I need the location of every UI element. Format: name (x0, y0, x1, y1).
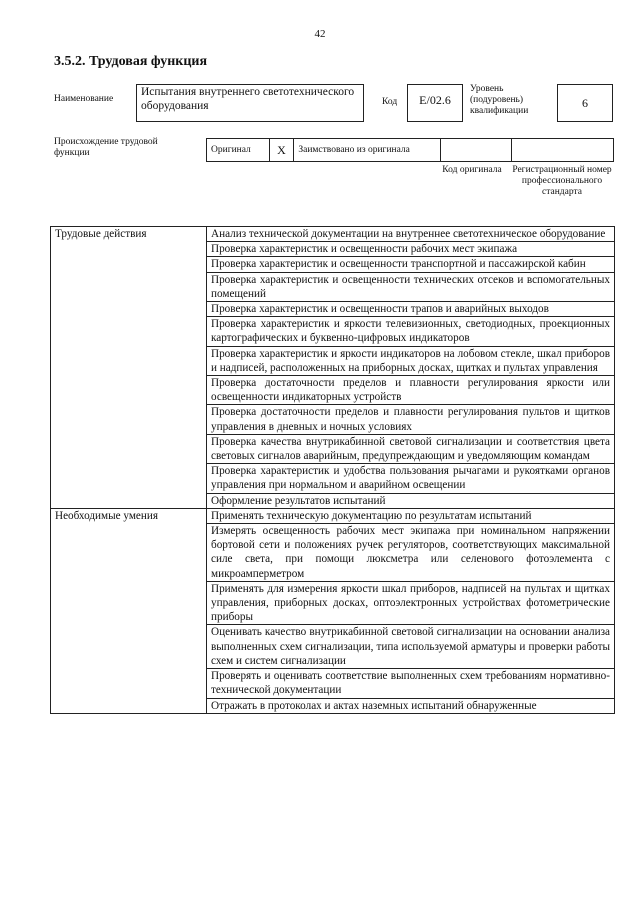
skill-item: Проверять и оценивать соответствие выполненных схем требованиям нормативно-технической документации (207, 669, 615, 698)
skill-item: Применять техническую документацию по результатам испытаний (207, 508, 615, 523)
labor-action-item: Проверка характеристик и удобства пользования рычагами и рукоятками органов управления при нормальном и аварийном освещении (207, 464, 615, 493)
labor-action-item: Оформление результатов испытаний (207, 493, 615, 508)
page-number: 42 (314, 28, 326, 40)
labor-action-item: Проверка характеристик и яркости телевизионных, светодиодных, проекционных картографических и буквенно-цифровых индикаторов (207, 317, 615, 346)
name-label: Наименование (54, 94, 114, 104)
origin-label: Происхождение трудовой функции (54, 137, 158, 158)
level-label: Уровень (подуровень) квалификации (470, 84, 529, 116)
skill-item: Оценивать качество внутрикабинной световой сигнализации на основании анализа выполненных схем сигнализации, типа используемой арматуры и проверки работы схем и систем сигнализации (207, 625, 615, 669)
skill-item: Измерять освещенность рабочих мест экипажа при номинальном напряжении бортовой сети и положениях ручек регуляторов, соответствующих максимальной силе света, при помощи люксметра или селенового фотоэлемента с микроамперметром (207, 524, 615, 582)
borrowed-label: Заимствовано из оригинала (293, 138, 441, 162)
original-label: Оригинал (206, 138, 270, 162)
section-title: 3.5.2. Трудовая функция (54, 54, 208, 69)
code-label: Код (382, 97, 398, 107)
code-original-cell (440, 138, 511, 162)
labor-action-item: Проверка достаточности пределов и плавности регулирования пультов и щитков управления в дневных и ночных условиях (207, 405, 615, 434)
labor-action-item: Анализ технической документации на внутреннее светотехническое оборудование (207, 227, 615, 242)
labor-action-item: Проверка характеристик и освещенности трапов и аварийных выходов (207, 302, 615, 317)
reg-number-caption: Регистрационный номер профессионального стандарта (512, 165, 612, 197)
origin-row (206, 138, 614, 162)
code-original-caption: Код оригинала (442, 165, 502, 175)
original-mark: X (269, 138, 295, 162)
reg-number-cell (511, 138, 614, 162)
labor-action-item: Проверка характеристик и яркости индикаторов на лобовом стекле, шкал приборов и надписей, расположенных на приборных досках, щитках и пультах управления (207, 346, 615, 375)
name-value: Испытания внутреннего светотехнического оборудования (141, 86, 355, 112)
skill-item: Применять для измерения яркости шкал приборов, надписей на пультах и щитках управления, приборных досках, оптоэлектронных устройствах фотометрические приборы (207, 581, 615, 625)
skill-item: Отражать в протоколах и актах наземных испытаний обнаруженные (207, 698, 615, 713)
level-value: 6 (557, 84, 613, 122)
labor-action-item: Проверка характеристик и освещенности технических отсеков и вспомогательных помещений (207, 272, 615, 301)
table-row (51, 508, 615, 523)
function-table (50, 226, 615, 714)
code-value: E/02.6 (407, 84, 463, 122)
name-value-box (136, 84, 364, 122)
labor-action-category: Трудовые действия (51, 227, 207, 509)
table-row (51, 227, 615, 242)
labor-action-item: Проверка характеристик и освещенности рабочих мест экипажа (207, 242, 615, 257)
labor-action-item: Проверка характеристик и освещенности транспортной и пассажирской кабин (207, 257, 615, 272)
skill-category: Необходимые умения (51, 508, 207, 713)
labor-action-item: Проверка достаточности пределов и плавности регулирования яркости или освещенности индикаторных устройств (207, 376, 615, 405)
labor-action-item: Проверка качества внутрикабинной световой сигнализации и соответствия цвета световых сигналов аварийным, предупреждающим и уведомляющим командам (207, 434, 615, 463)
